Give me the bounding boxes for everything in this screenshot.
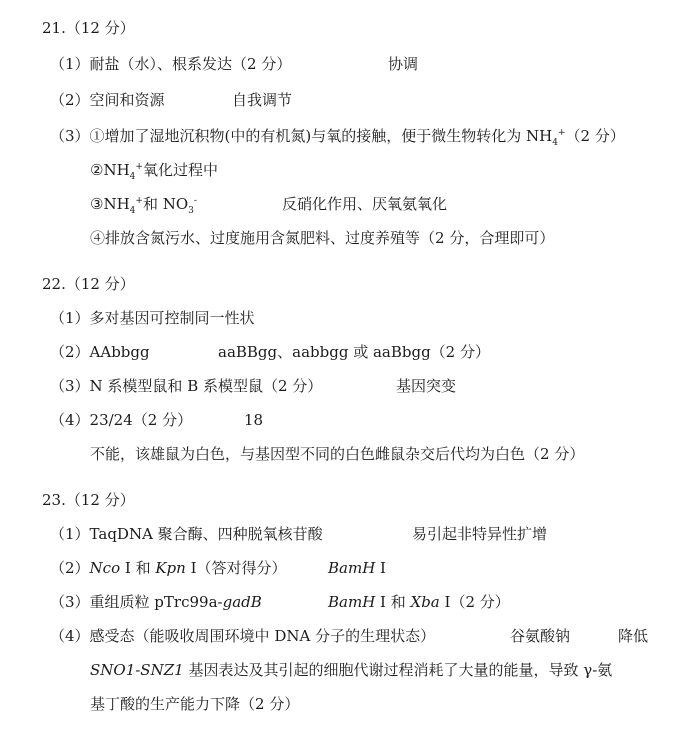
q23-answer-4-detail (90, 660, 612, 680)
q22-answer-3: （3）N 系模型鼠和 B 系模型鼠（2 分） (50, 377, 323, 395)
q21-answer-1: （1）耐盐（水）、根系发达（2 分） (50, 55, 292, 73)
q23-answer-3b-mid: I 和 (375, 593, 411, 611)
q23-answer-4b: 谷氨酸钠 (510, 627, 571, 645)
q22-answer-2: （2）AAbbgg (50, 343, 150, 361)
q21-answer-2: （2）空间和资源 (50, 91, 165, 109)
q21-answer-3-iii-no3: 和 NO (142, 195, 189, 213)
nh4-charge: + (557, 128, 566, 138)
q23-answer-2-post: I（答对得分） (185, 559, 287, 577)
q22-answer-4b: 18 (244, 411, 264, 429)
gadb-gene: gadB (222, 593, 262, 611)
q23-answer-4-end: 基丁酸的生产能力下降（2 分） (90, 695, 300, 713)
q21-answer-3-iii-b: 反硝化作用、厌氧氨氧化 (282, 195, 448, 213)
q23-answer-3-prefix: （3）重组质粒 pTrc99a- (50, 593, 223, 611)
xba-enzyme: Xba (410, 593, 440, 611)
no3-subscript: 3 (188, 206, 194, 216)
q21-answer-3-ii-text: ②NH (90, 161, 130, 179)
q23-answer-2-prefix: （2） (50, 559, 90, 577)
bamh-enzyme: BamH (328, 559, 376, 577)
q22-answer-1: （1）多对基因可控制同一性状 (50, 309, 255, 327)
q23-answer-4c: 降低 (618, 627, 649, 645)
q23-heading: 23.（12 分） (42, 491, 135, 509)
q21-answer-3-text: （3）①增加了湿地沉积物(中的有机氮)与氧的接触，便于微生物转化为 NH (50, 127, 553, 145)
q23-answer-3 (50, 592, 262, 612)
nh4-subscript: 4 (552, 138, 558, 148)
q21-answer-1b: 协调 (388, 55, 419, 73)
bamh-enzyme-2: BamH (328, 593, 376, 611)
q21-answer-3-iii-text: ③NH (90, 195, 130, 213)
q23-answer-2-mid: I 和 (120, 559, 156, 577)
kpn-enzyme: Kpn (155, 559, 186, 577)
nh4-charge-2: + (135, 162, 143, 172)
q22-answer-2b: aaBBgg、aabbgg 或 aaBbgg（2 分） (218, 343, 490, 361)
q23-answer-4-detail-text: 基因表达及其引起的细胞代谢过程消耗了大量的能量，导致 γ-氨 (183, 661, 613, 679)
q21-answer-3-ii-tail: 氧化过程中 (142, 161, 218, 179)
nh4-subscript-3: 4 (129, 206, 136, 216)
no3-charge: - (193, 196, 197, 206)
nh4-subscript-2: 4 (129, 172, 136, 182)
sno1-snz1-gene: SNO1-SNZ1 (90, 661, 184, 679)
nco-enzyme: Nco (89, 559, 121, 577)
q22-answer-4-note: 不能，该雄鼠为白色，与基因型不同的白色雌鼠杂交后代均为白色（2 分） (90, 445, 585, 463)
q21-answer-2b: 自我调节 (232, 91, 293, 109)
q21-answer-3-iv: ④排放含氮污水、过度施用含氮肥料、过度养殖等（2 分，合理即可） (90, 229, 555, 247)
q22-answer-3b: 基因突变 (396, 377, 457, 395)
q22-heading: 22.（12 分） (42, 275, 135, 293)
q22-answer-4: （4）23/24（2 分） (50, 411, 193, 429)
nh4-charge-3: + (135, 196, 143, 206)
q23-answer-3b-post: I（2 分） (439, 593, 510, 611)
q23-answer-2b-i: I (375, 559, 386, 577)
q21-answer-3 (50, 126, 625, 146)
q21-answer-3-iii (90, 194, 197, 214)
q21-heading: 21.（12 分） (42, 19, 135, 37)
q23-answer-2 (50, 558, 287, 578)
q23-answer-1: （1）TaqDNA 聚合酶、四种脱氧核苷酸 (50, 525, 323, 543)
q23-answer-4: （4）感受态（能吸收周围环境中 DNA 分子的生理状态） (50, 627, 436, 645)
q21-answer-3-score: （2 分） (565, 127, 625, 145)
q23-answer-2b (328, 558, 386, 578)
q23-answer-1b: 易引起非特异性扩增 (412, 525, 548, 543)
q21-answer-3-ii (90, 160, 218, 180)
q23-answer-3b (328, 592, 510, 612)
